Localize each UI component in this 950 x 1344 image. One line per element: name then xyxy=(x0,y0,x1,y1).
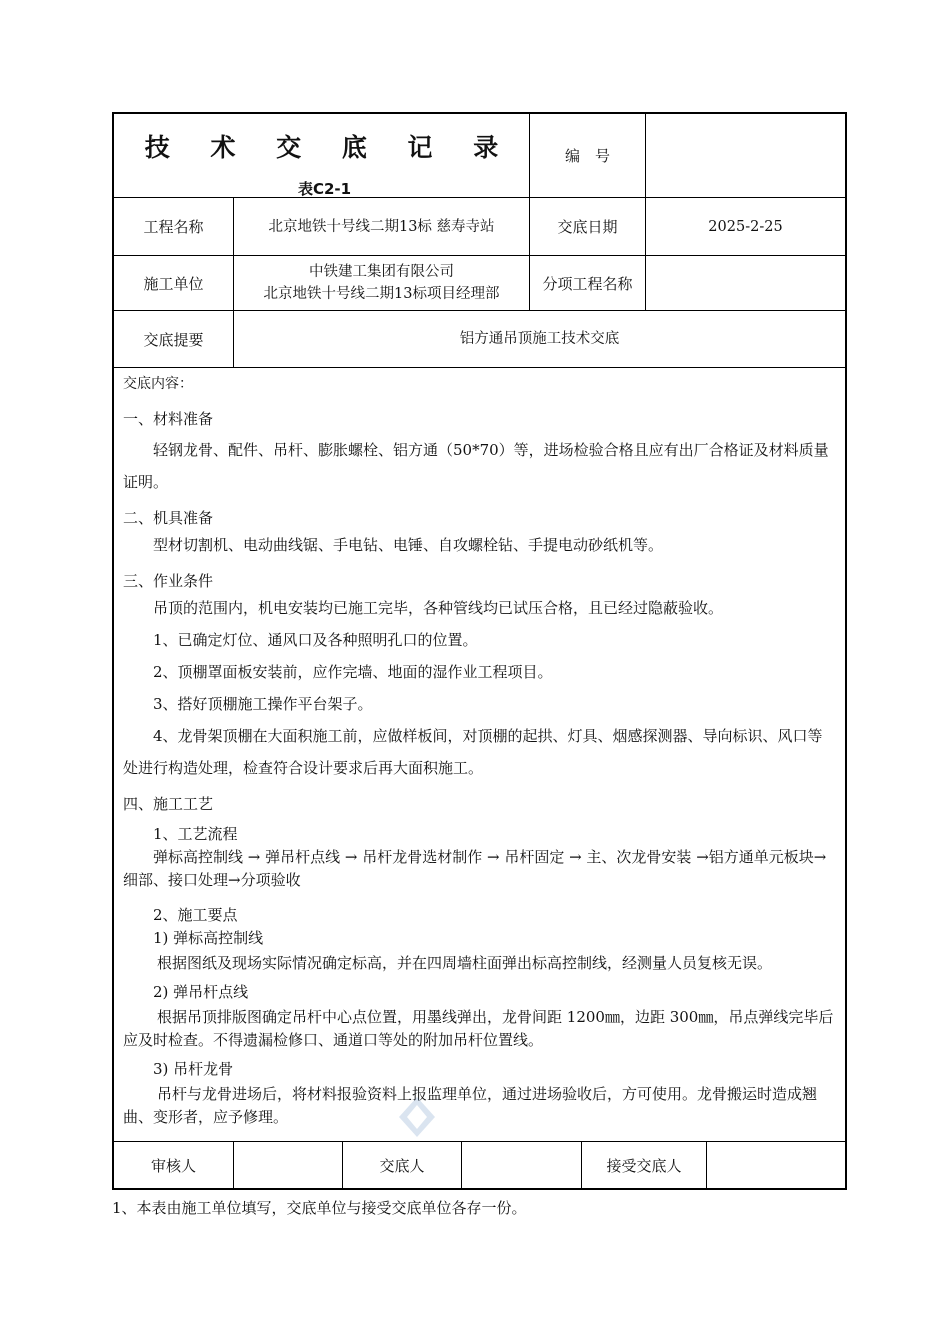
presenter-value[interactable] xyxy=(462,1142,582,1188)
watermark-logo-icon xyxy=(395,1095,439,1139)
point-1-title: 1) 弹标高控制线 xyxy=(153,929,264,947)
number-value[interactable] xyxy=(646,114,845,197)
section-conditions-text: 吊顶的范围内，机电安装均已施工完毕，各种管线均已试压合格，且已经过隐蔽验收。 xyxy=(153,599,724,617)
sub-project-value[interactable] xyxy=(646,256,845,310)
presenter-label: 交底人 xyxy=(343,1142,462,1188)
condition-item-3: 3、搭好顶棚施工操作平台架子。 xyxy=(153,695,373,713)
process-flow-text: 弹标高控制线 → 弹吊杆点线 → 吊杆龙骨选材制作 → 吊杆固定 → 主、次龙骨安装 →铝方通单元板块→ 细部、接口处理→分项验收 xyxy=(123,848,827,889)
project-name-row xyxy=(114,198,845,256)
title-row xyxy=(114,114,845,198)
disclosure-content xyxy=(114,368,845,1142)
sub-project-label: 分项工程名称 xyxy=(530,256,646,310)
key-points-title: 2、施工要点 xyxy=(153,906,238,924)
point-3-title: 3) 吊杆龙骨 xyxy=(153,1060,234,1078)
section-process-title: 四、施工工艺 xyxy=(123,795,214,813)
summary-value[interactable]: 铝方通吊顶施工技术交底 xyxy=(459,331,620,347)
form-title: 技 术 交 底 记 录 xyxy=(144,133,515,162)
content-heading: 交底内容： xyxy=(123,376,193,392)
point-2-text: 根据吊顶排版图确定吊杆中心点位置，用墨线弹出，龙骨间距 1200㎜，边距 300㎜，吊点弹线完毕后应及时检查。不得遗漏检修口、通道口等处的附加吊杆位置线。 xyxy=(123,1008,834,1049)
reviewer-value[interactable] xyxy=(234,1142,343,1188)
section-conditions-title: 三、作业条件 xyxy=(123,572,214,590)
number-label: 编 号 xyxy=(530,114,646,197)
technical-disclosure-form xyxy=(112,112,847,1190)
construction-unit-line2: 北京地铁十号线二期13标项目经理部 xyxy=(263,286,500,302)
construction-unit-row xyxy=(114,256,845,311)
footnote: 1、本表由施工单位填写，交底单位与接受交底单位各存一份。 xyxy=(112,1199,527,1217)
condition-item-2: 2、顶棚罩面板安装前，应作完墙、地面的湿作业工程项目。 xyxy=(153,663,553,681)
reviewer-label: 审核人 xyxy=(114,1142,234,1188)
date-value[interactable]: 2025-2-25 xyxy=(708,218,783,235)
construction-unit-label: 施工单位 xyxy=(114,256,234,310)
date-label: 交底日期 xyxy=(530,198,646,255)
point-2-title: 2) 弹吊杆点线 xyxy=(153,983,249,1001)
project-name-value[interactable]: 北京地铁十号线二期13标 慈寿寺站 xyxy=(234,198,530,255)
form-number-code: 表C2-1 xyxy=(297,180,352,198)
condition-item-1: 1、已确定灯位、通风口及各种照明孔口的位置。 xyxy=(153,631,478,649)
process-flow-title: 1、工艺流程 xyxy=(153,825,238,843)
receiver-label: 接受交底人 xyxy=(582,1142,707,1188)
construction-unit-value[interactable] xyxy=(234,256,530,310)
project-name-label: 工程名称 xyxy=(114,198,234,255)
section-tools-text: 型材切割机、电动曲线锯、手电钻、电锤、自攻螺栓钻、手提电动砂纸机等。 xyxy=(153,536,664,554)
summary-row xyxy=(114,311,845,368)
receiver-value[interactable] xyxy=(707,1142,845,1188)
section-tools-title: 二、机具准备 xyxy=(123,509,214,527)
section-materials-text: 轻钢龙骨、配件、吊杆、膨胀螺栓、铝方通（50*70）等，进场检验合格且应有出厂合格证及材料质量证明。 xyxy=(123,441,829,491)
signoff-row xyxy=(114,1142,845,1188)
condition-item-4: 4、龙骨架顶棚在大面积施工前，应做样板间，对顶棚的起拱、灯具、烟感探测器、导向标识、风口等处进行构造处理，检查符合设计要求后再大面积施工。 xyxy=(123,727,823,777)
title-cell xyxy=(114,114,530,197)
summary-label: 交底提要 xyxy=(114,311,234,367)
point-3-text: 吊杆与龙骨进场后，将材料报验资料上报监理单位，通过进场验收后，方可使用。龙骨搬运时造成翘曲、变形者，应予修理。 xyxy=(123,1085,818,1126)
construction-unit-line1: 中铁建工集团有限公司 xyxy=(309,264,454,280)
section-materials-title: 一、材料准备 xyxy=(123,410,214,428)
point-1-text: 根据图纸及现场实际情况确定标高，并在四周墙柱面弹出标高控制线，经测量人员复核无误。 xyxy=(157,954,773,972)
